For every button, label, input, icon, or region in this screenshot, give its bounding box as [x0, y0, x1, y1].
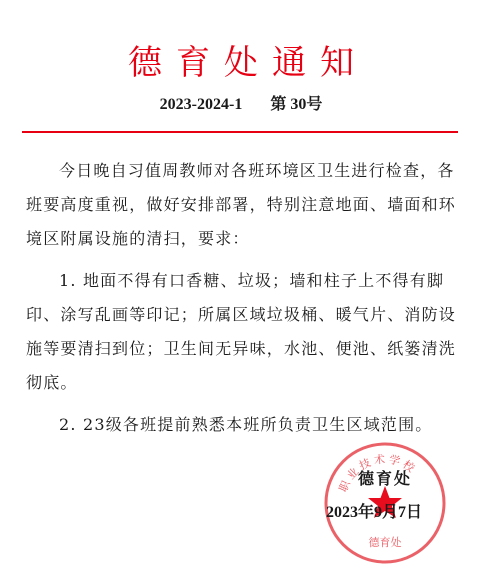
document-year: 2023-2024-1 [159, 96, 243, 113]
intro-paragraph: 今日晚自习值周教师对各班环境区卫生进行检查，各班要高度重视，做好安排部署，特别注意地面、墙面和环境区附属设施的清扫，要求： [26, 161, 457, 248]
requirement-item-2: 2. 23级各班提前熟悉本班所负责卫生区域范围。 [59, 415, 433, 434]
document-number [0, 94, 482, 116]
requirement-item-1: 1. 地面不得有口香糖、垃圾；墙和柱子上不得有脚印、涂写乱画等印记；所属区域垃圾桶、暖气片、消防设施等要清扫到位；卫生间无异味，水池、便池、纸篓清洗彻底。 [26, 271, 457, 392]
signature-organization: 德育处 [358, 469, 413, 488]
notice-body [26, 154, 456, 450]
svg-text:职业技术学校: 职业技术学校 [336, 452, 420, 495]
svg-text:德育处: 德育处 [368, 536, 402, 549]
notice-title: 德育处通知 [128, 43, 368, 83]
signature-date: 2023年9月7日 [326, 504, 423, 521]
header-divider [22, 131, 458, 133]
document-serial: 第 30号 [270, 96, 323, 113]
